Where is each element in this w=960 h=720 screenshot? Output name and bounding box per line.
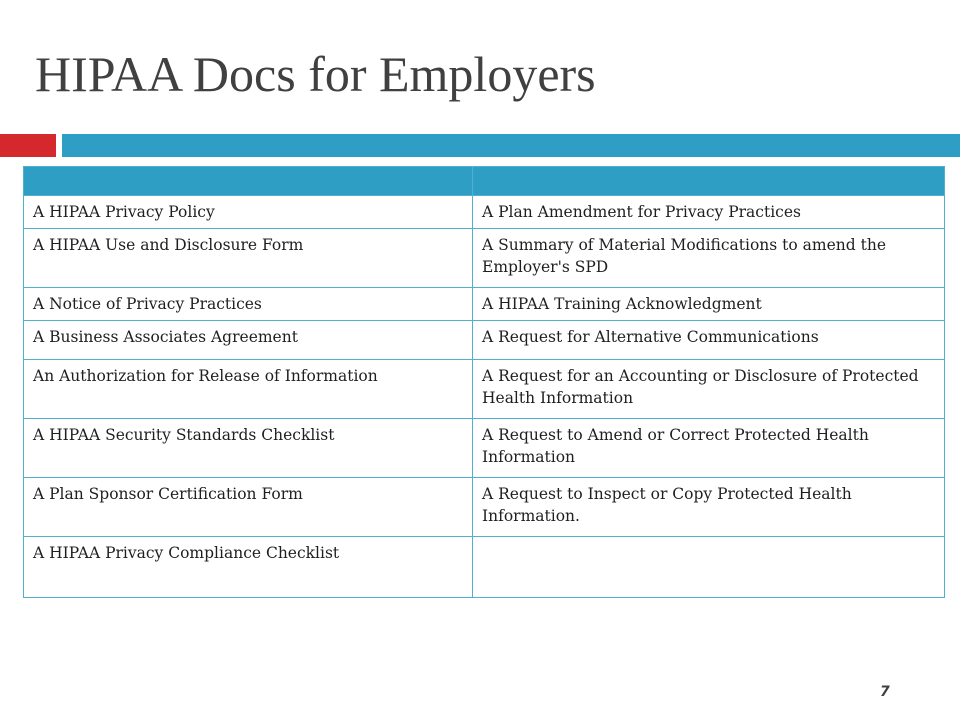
table-row <box>24 419 945 478</box>
hipaa-documents-table <box>23 166 945 598</box>
table-cell: A Notice of Privacy Practices <box>24 288 473 321</box>
slide-title: HIPAA Docs for Employers <box>35 46 596 102</box>
table-header-cell <box>24 167 473 196</box>
table-cell: A Request to Inspect or Copy Protected Health Information. <box>473 478 945 537</box>
table-cell: A Request for an Accounting or Disclosure of Protected Health Information <box>473 360 945 419</box>
table-cell: A HIPAA Security Standards Checklist <box>24 419 473 478</box>
table-cell: A Business Associates Agreement <box>24 321 473 360</box>
table-cell: A HIPAA Use and Disclosure Form <box>24 229 473 288</box>
table-header-row <box>24 167 945 196</box>
table-row <box>24 196 945 229</box>
title-accent-bar-blue <box>62 134 960 157</box>
table-cell: An Authorization for Release of Information <box>24 360 473 419</box>
table-row <box>24 537 945 598</box>
table-cell: A HIPAA Training Acknowledgment <box>473 288 945 321</box>
title-accent-bar-red <box>0 134 56 157</box>
table-cell <box>473 537 945 598</box>
page-number: 7 <box>880 684 890 700</box>
table-header-cell <box>473 167 945 196</box>
table-cell: A Request to Amend or Correct Protected Health Information <box>473 419 945 478</box>
table-row <box>24 288 945 321</box>
table-cell: A Plan Sponsor Certification Form <box>24 478 473 537</box>
table-cell: A Request for Alternative Communications <box>473 321 945 360</box>
table-cell: A Summary of Material Modifications to amend the Employer's SPD <box>473 229 945 288</box>
table-row <box>24 360 945 419</box>
table-row <box>24 229 945 288</box>
table-cell: A HIPAA Privacy Compliance Checklist <box>24 537 473 598</box>
table-cell: A HIPAA Privacy Policy <box>24 196 473 229</box>
table-cell: A Plan Amendment for Privacy Practices <box>473 196 945 229</box>
table-row <box>24 478 945 537</box>
table-row <box>24 321 945 360</box>
